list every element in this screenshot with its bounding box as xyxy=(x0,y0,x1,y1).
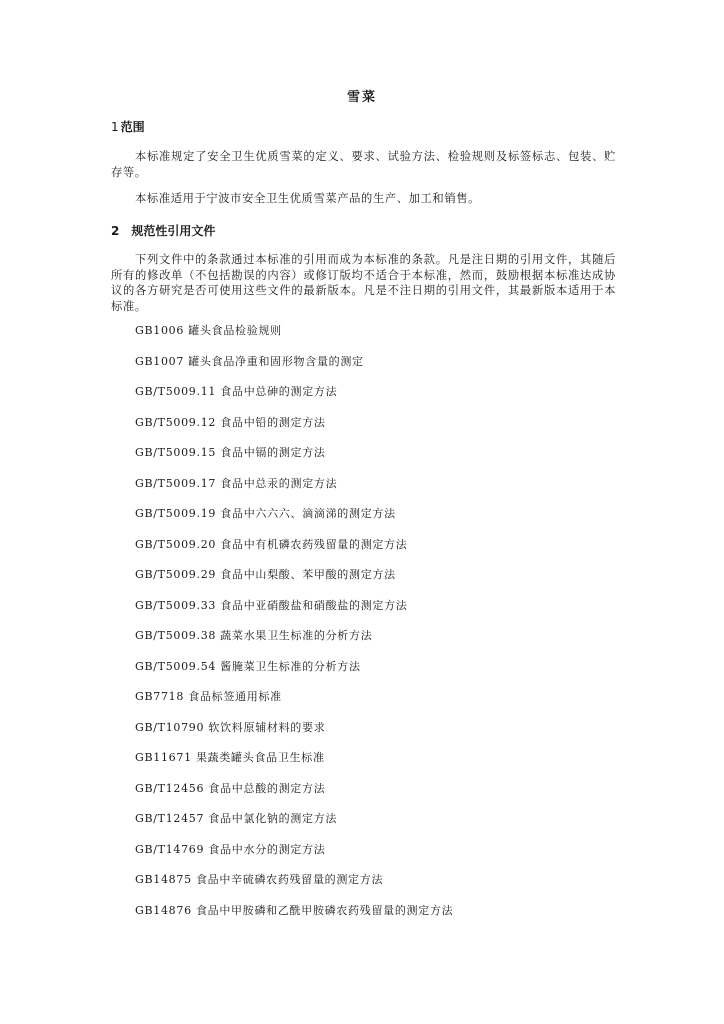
reference-item: GB/T14769 食品中水分的测定方法 xyxy=(135,843,326,856)
reference-item: GB/T5009.54 酱腌菜卫生标准的分析方法 xyxy=(135,660,361,673)
document-title: 雪菜 xyxy=(346,90,377,105)
reference-item: GB/T5009.11 食品中总砷的测定方法 xyxy=(135,385,338,398)
reference-item: GB7718 食品标签通用标准 xyxy=(135,690,282,703)
reference-item: GB/T5009.19 食品中六六六、滴滴涕的测定方法 xyxy=(135,507,396,520)
reference-item: GB/T5009.38 蔬菜水果卫生标准的分析方法 xyxy=(135,629,373,642)
reference-item: GB14876 食品中甲胺磷和乙酰甲胺磷农药残留量的测定方法 xyxy=(135,904,454,917)
section-2-title: 规范性引用文件 xyxy=(131,224,216,238)
section-1-title: 范围 xyxy=(120,120,145,134)
section-1-heading xyxy=(111,118,145,135)
reference-item: GB/T5009.33 食品中亚硝酸盐和硝酸盐的测定方法 xyxy=(135,599,408,612)
reference-item: GB/T5009.15 食品中镉的测定方法 xyxy=(135,446,326,459)
reference-item: GB/T5009.20 食品中有机磷农药残留量的测定方法 xyxy=(135,538,408,551)
section-2-intro: 下列文件中的条款通过本标准的引用而成为本标准的条款。凡是注日期的引用文件，其随后所有的修改单（不包括勘误的内容）或修订版均不适合于本标准，然而，鼓励根据本标准达成协议的各方研究是否可使用这些文件的最新版本。凡是不注日期的引用文件，其最新版本适用于本标准。 xyxy=(111,253,616,313)
section-1-number: 1 xyxy=(111,120,119,134)
section-1-paragraph-1: 本标准规定了安全卫生优质雪菜的定义、要求、试验方法、检验规则及标签标志、包装、贮存等。 xyxy=(111,150,616,179)
reference-item: GB/T5009.12 食品中铅的测定方法 xyxy=(135,416,326,429)
reference-item: GB11671 果蔬类罐头食品卫生标准 xyxy=(135,751,325,764)
reference-item: GB/T5009.17 食品中总汞的测定方法 xyxy=(135,477,338,490)
reference-item: GB14875 食品中辛硫磷农药残留量的测定方法 xyxy=(135,873,384,886)
section-2-heading xyxy=(111,222,215,239)
reference-item: GB/T10790 软饮料原辅材料的要求 xyxy=(135,721,326,734)
section-1-paragraph-2: 本标准适用于宁波市安全卫生优质雪菜产品的生产、加工和销售。 xyxy=(135,192,481,205)
reference-item: GB/T5009.29 食品中山梨酸、苯甲酸的测定方法 xyxy=(135,568,396,581)
reference-item: GB1006 罐头食品检验规则 xyxy=(135,324,282,337)
reference-item: GB1007 罐头食品净重和固形物含量的测定 xyxy=(135,355,364,368)
section-2-number: 2 xyxy=(111,224,120,238)
reference-item: GB/T12456 食品中总酸的测定方法 xyxy=(135,782,326,795)
reference-item: GB/T12457 食品中氯化钠的测定方法 xyxy=(135,812,338,825)
